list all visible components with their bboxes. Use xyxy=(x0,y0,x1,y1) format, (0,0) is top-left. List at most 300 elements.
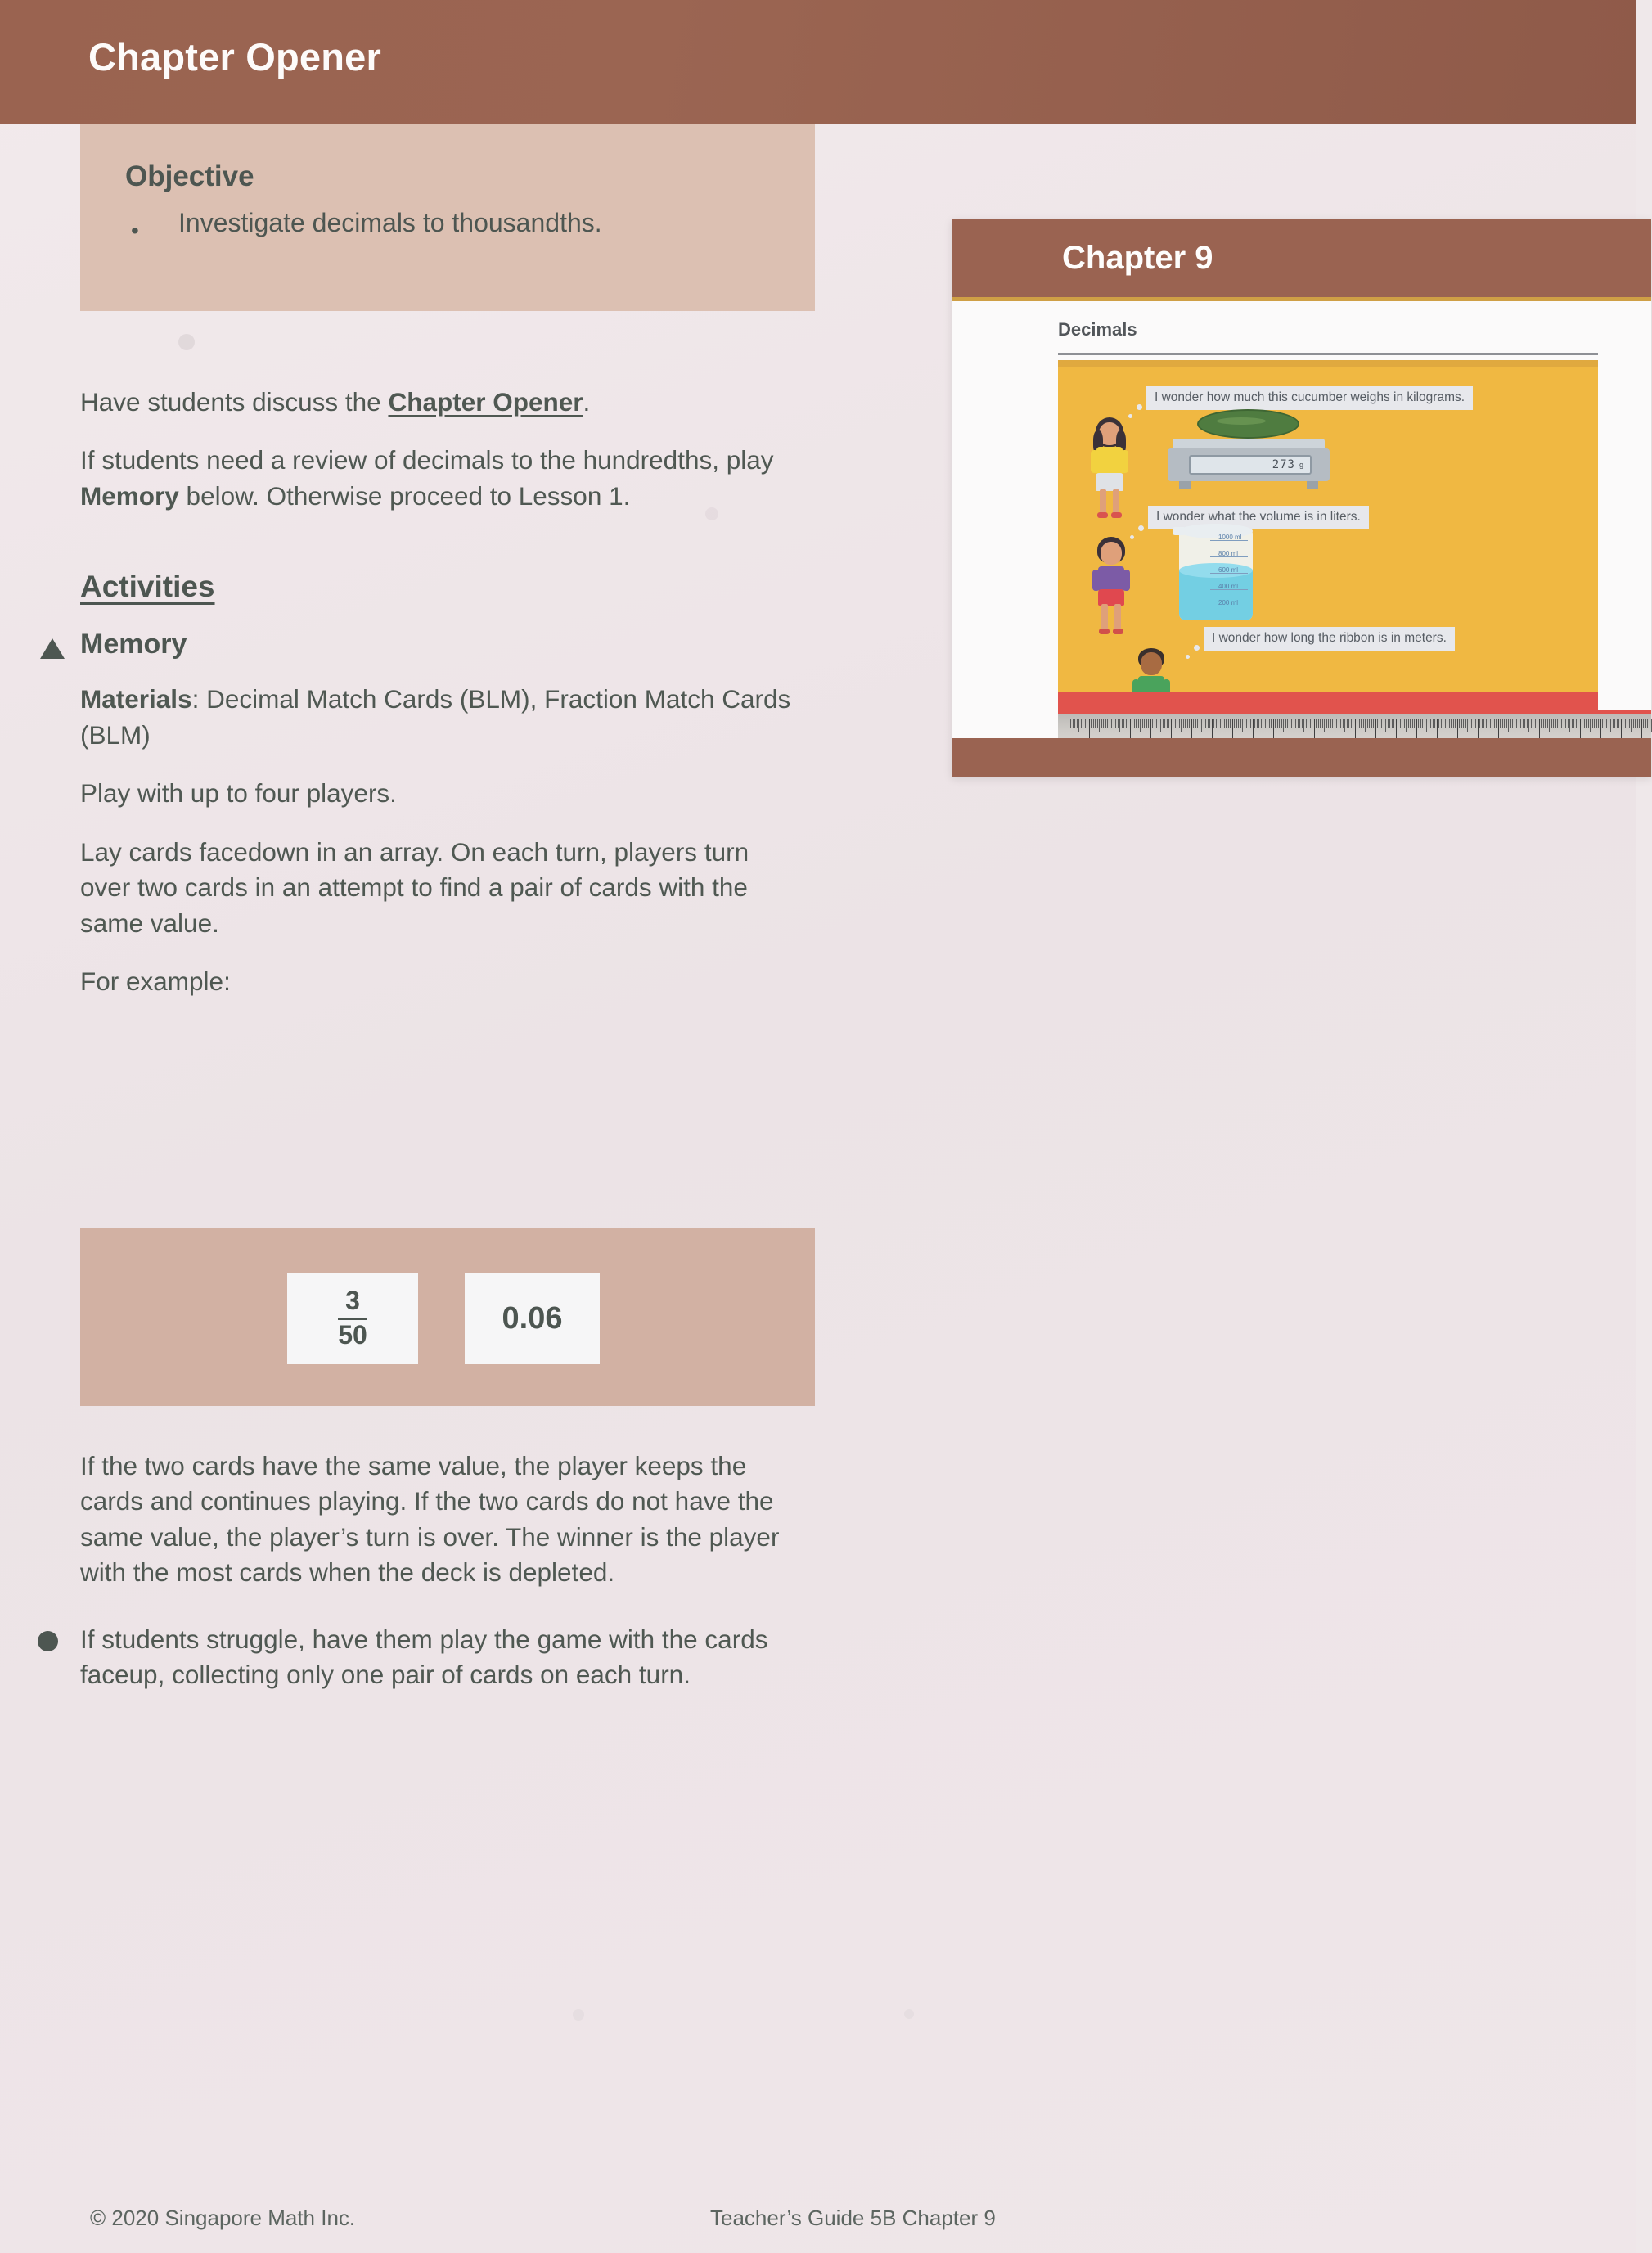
ruler-minor-tick xyxy=(1205,719,1206,728)
ruler-minor-tick xyxy=(1101,719,1102,728)
ruler-minor-tick xyxy=(1277,719,1278,728)
beaker-tick-label: 1000 ml xyxy=(1218,534,1242,541)
ruler-minor-tick xyxy=(1363,719,1364,728)
ruler-minor-tick xyxy=(1183,719,1184,728)
ruler-minor-tick xyxy=(1426,719,1427,732)
ruler-minor-tick xyxy=(1557,719,1558,728)
ruler-minor-tick xyxy=(1496,719,1497,728)
arm-icon xyxy=(1091,450,1098,473)
ruler-minor-tick xyxy=(1330,719,1331,728)
ruler-major-tick xyxy=(1253,719,1254,739)
ruler-minor-tick xyxy=(1573,719,1574,728)
bubble-dot-icon xyxy=(1194,645,1200,651)
ruler-minor-tick xyxy=(1209,719,1210,728)
ruler-minor-tick xyxy=(1275,719,1276,728)
ruler-major-tick xyxy=(1641,719,1642,739)
speech-bubble-cucumber: I wonder how much this cucumber weighs in kilograms. xyxy=(1146,386,1473,410)
ruler-minor-tick xyxy=(1118,719,1119,728)
ruler-minor-tick xyxy=(1216,719,1217,728)
ruler-minor-tick xyxy=(1367,719,1368,728)
ruler-minor-tick xyxy=(1091,719,1092,728)
ruler-minor-tick xyxy=(1095,719,1096,728)
ruler-minor-tick xyxy=(1510,719,1511,728)
ruler-minor-tick xyxy=(1433,719,1434,728)
scale-foot xyxy=(1307,481,1318,489)
objective-item: Investigate decimals to thousandths. xyxy=(178,208,602,237)
fraction-value xyxy=(338,1287,367,1349)
ruler-minor-tick xyxy=(1441,719,1442,728)
ruler-minor-tick xyxy=(1326,719,1327,728)
beaker-tick-label: 800 ml xyxy=(1218,550,1239,557)
ruler-minor-tick xyxy=(1467,719,1468,732)
ruler-minor-tick xyxy=(1523,719,1524,728)
ruler-minor-tick xyxy=(1298,719,1299,728)
ruler-minor-tick xyxy=(1103,719,1104,728)
book-page-header-rule xyxy=(952,297,1651,301)
ruler-minor-tick xyxy=(1238,719,1239,728)
support-note-text: If students struggle, have them play the game with the cards faceup, collecting only one pair of cards on each turn. xyxy=(80,1624,768,1690)
materials-label: Materials xyxy=(80,684,192,714)
ruler-minor-tick xyxy=(1164,719,1165,728)
ruler-minor-tick xyxy=(1606,719,1607,728)
ruler-minor-tick xyxy=(1461,719,1462,728)
ruler-minor-tick xyxy=(1389,719,1390,728)
ruler-minor-tick xyxy=(1647,719,1648,728)
round-bullet-icon xyxy=(38,1631,58,1651)
ruler-major-tick xyxy=(1600,719,1601,739)
ruler-minor-tick xyxy=(1547,719,1548,728)
ruler-minor-tick xyxy=(1512,719,1513,728)
ruler-minor-tick xyxy=(1549,719,1550,732)
ruler-minor-tick xyxy=(1258,719,1259,728)
ruler-minor-tick xyxy=(1111,719,1112,728)
ruler-minor-tick xyxy=(1295,719,1296,728)
ruler-minor-tick xyxy=(1494,719,1495,728)
ruler-minor-tick xyxy=(1236,719,1237,728)
ruler-minor-tick xyxy=(1343,719,1344,728)
ruler-major-tick xyxy=(1580,719,1581,739)
activity-title: Memory xyxy=(80,629,187,660)
shoe-icon xyxy=(1113,629,1123,634)
ruler-minor-tick xyxy=(1598,719,1599,728)
ruler-minor-tick xyxy=(1482,719,1483,728)
ruler-minor-tick xyxy=(1123,719,1124,728)
ruler-minor-tick xyxy=(1261,719,1262,728)
ruler-minor-tick xyxy=(1140,719,1141,732)
triangle-marker-icon xyxy=(40,638,65,659)
ruler-minor-tick xyxy=(1422,719,1423,728)
ruler-minor-tick xyxy=(1359,719,1360,728)
ruler-minor-tick xyxy=(1332,719,1333,728)
shorts-icon xyxy=(1098,589,1124,606)
ruler-minor-tick xyxy=(1543,719,1544,728)
paragraph-rules: If the two cards have the same value, the player keeps the cards and continues playing. If the two cards do not have the same value, the player’s turn is over. The winner is the player with the most cards when the deck is depleted. xyxy=(80,1451,780,1588)
ruler-minor-tick xyxy=(1369,719,1370,728)
ruler-minor-tick xyxy=(1486,719,1487,728)
ruler-minor-tick xyxy=(1635,719,1636,728)
ruler-minor-tick xyxy=(1637,719,1638,728)
ruler-minor-tick xyxy=(1385,719,1386,732)
ruler-minor-tick xyxy=(1348,719,1349,728)
ruler-major-tick xyxy=(1191,719,1192,739)
ruler-minor-tick xyxy=(1479,719,1480,728)
ruler-minor-tick xyxy=(1590,719,1591,732)
ruler-minor-tick xyxy=(1179,719,1180,728)
leg-icon xyxy=(1113,489,1119,514)
ruler-minor-tick xyxy=(1613,719,1614,728)
book-gold-rule xyxy=(1058,360,1598,367)
ruler-minor-tick xyxy=(1459,719,1460,728)
ruler-major-tick xyxy=(1396,719,1397,739)
ruler-minor-tick xyxy=(1234,719,1235,728)
ruler-minor-tick xyxy=(1193,719,1194,728)
ruler-minor-tick xyxy=(1257,719,1258,728)
student-book-page-thumbnail xyxy=(952,219,1651,777)
ruler-minor-tick xyxy=(1246,719,1247,728)
beaker-tick-label: 200 ml xyxy=(1218,599,1239,606)
ruler-minor-tick xyxy=(1306,719,1307,728)
ruler-major-tick xyxy=(1314,719,1315,739)
ruler-minor-tick xyxy=(1361,719,1362,728)
ruler-minor-tick xyxy=(1483,719,1484,728)
ruler-minor-tick xyxy=(1508,719,1509,732)
ruler-minor-tick xyxy=(1471,719,1472,728)
shirt-icon xyxy=(1096,447,1123,475)
ruler-minor-tick xyxy=(1365,719,1366,732)
ruler-minor-tick xyxy=(1506,719,1507,728)
ruler-minor-tick xyxy=(1265,719,1266,728)
ruler-minor-tick xyxy=(1224,719,1225,728)
beaker-spout xyxy=(1173,527,1184,535)
page-header-band xyxy=(0,0,1636,124)
ruler-minor-tick xyxy=(1586,719,1587,728)
ruler-minor-tick xyxy=(1142,719,1143,728)
ruler-minor-tick xyxy=(1122,719,1123,728)
ruler-minor-tick xyxy=(1152,719,1153,728)
ruler-minor-tick xyxy=(1541,719,1542,728)
book-page-header xyxy=(952,219,1651,297)
ruler-minor-tick xyxy=(1099,719,1100,732)
ruler-minor-tick xyxy=(1073,719,1074,728)
paragraph-support-note xyxy=(80,1622,784,1693)
ruler-minor-tick xyxy=(1576,719,1577,728)
ruler-minor-tick xyxy=(1412,719,1413,728)
bullet-icon: • xyxy=(131,218,139,243)
leg-icon xyxy=(1100,489,1106,514)
ruler-minor-tick xyxy=(1393,719,1394,728)
materials-value: : Decimal Match Cards (BLM), Fraction Match Cards (BLM) xyxy=(80,684,791,750)
chapter-illustration xyxy=(1058,367,1598,710)
ruler-minor-tick xyxy=(1156,719,1157,728)
ruler-minor-tick xyxy=(1220,719,1221,728)
red-ribbon xyxy=(1058,692,1598,710)
ruler-minor-tick xyxy=(1250,719,1251,728)
ruler-minor-tick xyxy=(1594,719,1595,728)
ruler-minor-tick xyxy=(1465,719,1466,728)
ruler-minor-tick xyxy=(1285,719,1286,728)
ruler-major-tick xyxy=(1498,719,1499,739)
ruler-minor-tick xyxy=(1269,719,1270,728)
ruler-minor-tick xyxy=(1418,719,1419,728)
ruler-minor-tick xyxy=(1324,719,1325,732)
ruler-minor-tick xyxy=(1322,719,1323,728)
ruler-minor-tick xyxy=(1617,719,1618,728)
ruler-minor-tick xyxy=(1445,719,1446,728)
ruler-major-tick xyxy=(1232,719,1233,739)
p1-pre: Have students discuss the xyxy=(80,387,389,417)
ruler-minor-tick xyxy=(1584,719,1585,728)
chapter-opener-reference: Chapter Opener xyxy=(388,387,583,417)
p2-post: below. Otherwise proceed to Lesson 1. xyxy=(178,480,631,511)
ruler-minor-tick xyxy=(1451,719,1452,728)
ruler-major-tick xyxy=(1212,719,1213,739)
shoe-icon xyxy=(1099,629,1110,634)
p1-post: . xyxy=(583,387,591,417)
scan-blemish xyxy=(904,2009,914,2019)
ruler-minor-tick xyxy=(1643,719,1644,728)
ruler-minor-tick xyxy=(1455,719,1456,728)
book-page-footer-band xyxy=(952,738,1651,777)
ruler-major-tick xyxy=(1457,719,1458,739)
ruler-minor-tick xyxy=(1381,719,1382,728)
paragraph-players: Play with up to four players. xyxy=(80,778,397,809)
scale-display xyxy=(1189,455,1312,475)
speech-bubble-volume: I wonder what the volume is in liters. xyxy=(1148,506,1369,529)
fraction-numerator: 3 xyxy=(345,1286,360,1316)
head-icon xyxy=(1141,652,1162,675)
ruler-minor-tick xyxy=(1568,719,1569,728)
beaker-rim xyxy=(1179,524,1253,538)
ruler-minor-tick xyxy=(1093,719,1094,728)
bubble-dot-icon xyxy=(1137,404,1142,410)
ruler-minor-tick xyxy=(1097,719,1098,728)
shoe-icon xyxy=(1097,512,1108,518)
bubble-dot-icon xyxy=(1138,525,1144,531)
book-subject-title: Decimals xyxy=(1058,319,1137,340)
ruler-minor-tick xyxy=(1299,719,1300,728)
ruler-minor-tick xyxy=(1074,719,1075,728)
ruler-minor-tick xyxy=(1226,719,1227,728)
page-title: Chapter Opener xyxy=(88,35,381,79)
ruler-minor-tick xyxy=(1195,719,1196,728)
ruler-minor-tick xyxy=(1340,719,1341,728)
ruler-minor-tick xyxy=(1629,719,1630,728)
ruler-minor-tick xyxy=(1148,719,1149,728)
ruler-minor-tick xyxy=(1146,719,1147,728)
arm-icon xyxy=(1123,570,1130,591)
ruler-minor-tick xyxy=(1516,719,1517,728)
ruler-ticks xyxy=(1058,714,1651,741)
ruler-minor-tick xyxy=(1347,719,1348,728)
ruler-major-tick xyxy=(1089,719,1090,739)
ruler-minor-tick xyxy=(1404,719,1405,728)
ruler-minor-tick xyxy=(1414,719,1415,728)
paragraph-gameplay: Lay cards facedown in an array. On each turn, players turn over two cards in an attempt to find a pair of cards with the same value. xyxy=(80,836,749,938)
ruler-minor-tick xyxy=(1531,719,1532,728)
leg-icon xyxy=(1114,604,1121,630)
ruler-minor-tick xyxy=(1163,719,1164,728)
ruler-minor-tick xyxy=(1213,719,1214,728)
ruler-major-tick xyxy=(1273,719,1274,739)
decimal-value: 0.06 xyxy=(502,1300,563,1336)
ruler-minor-tick xyxy=(1504,719,1505,728)
ruler-major-tick xyxy=(1539,719,1540,739)
ruler-minor-tick xyxy=(1631,719,1632,732)
activity-memory xyxy=(80,629,808,660)
ruler-minor-tick xyxy=(1136,719,1137,728)
ruler-minor-tick xyxy=(1077,719,1078,728)
ruler-minor-tick xyxy=(1373,719,1374,728)
ruler-minor-tick xyxy=(1287,719,1288,728)
scale-reading: 273 xyxy=(1272,458,1295,471)
ruler-minor-tick xyxy=(1279,719,1280,728)
ruler-minor-tick xyxy=(1336,719,1337,728)
objective-box xyxy=(80,124,815,311)
ruler-minor-tick xyxy=(1408,719,1409,728)
memory-emphasis: Memory xyxy=(80,480,179,511)
student-figure-2 xyxy=(1091,537,1148,643)
paragraph-for-example: For example: xyxy=(80,967,231,997)
ruler-major-tick xyxy=(1437,719,1438,739)
ruler-minor-tick xyxy=(1449,719,1450,728)
paragraph-review xyxy=(80,443,800,514)
ruler-minor-tick xyxy=(1406,719,1407,732)
ruler-minor-tick xyxy=(1085,719,1086,728)
ruler-minor-tick xyxy=(1430,719,1431,728)
ruler-minor-tick xyxy=(1175,719,1176,728)
activities-heading: Activities xyxy=(80,570,215,604)
ruler-minor-tick xyxy=(1633,719,1634,728)
ruler-minor-tick xyxy=(1291,719,1292,728)
paragraph-discuss xyxy=(80,385,800,420)
cucumber-highlight xyxy=(1217,417,1266,425)
ruler-minor-tick xyxy=(1569,719,1570,732)
ruler-minor-tick xyxy=(1168,719,1169,728)
ruler-minor-tick xyxy=(1625,719,1626,728)
scale-unit: g xyxy=(1299,461,1303,469)
ruler-minor-tick xyxy=(1167,719,1168,728)
ruler-major-tick xyxy=(1416,719,1417,739)
ruler-minor-tick xyxy=(1645,719,1646,728)
ruler-major-tick xyxy=(1171,719,1172,739)
ruler-minor-tick xyxy=(1420,719,1421,728)
ruler-minor-tick xyxy=(1392,719,1393,728)
ruler-minor-tick xyxy=(1281,719,1282,728)
ruler-minor-tick xyxy=(1588,719,1589,728)
ruler-minor-tick xyxy=(1388,719,1389,728)
ruler-minor-tick xyxy=(1438,719,1439,728)
p2-pre: If students need a review of decimals to the hundredths, play xyxy=(80,445,774,475)
ruler-major-tick xyxy=(1355,719,1356,739)
ruler-minor-tick xyxy=(1254,719,1255,728)
arm-icon xyxy=(1092,570,1100,591)
ruler-minor-tick xyxy=(1371,719,1372,728)
ruler-minor-tick xyxy=(1400,719,1401,728)
ruler-major-tick xyxy=(1130,719,1131,739)
ruler-major-tick xyxy=(1375,719,1376,739)
ruler-minor-tick xyxy=(1434,719,1435,728)
ruler-minor-tick xyxy=(1328,719,1329,728)
ruler-minor-tick xyxy=(1303,719,1304,732)
ruler-minor-tick xyxy=(1310,719,1311,728)
lesson-text-column-lower xyxy=(80,1449,808,1693)
ruler-minor-tick xyxy=(1551,719,1552,728)
student-figure-1 xyxy=(1089,417,1146,524)
ruler-minor-tick xyxy=(1271,719,1272,728)
scan-blemish xyxy=(573,2009,584,2021)
ruler-minor-tick xyxy=(1524,719,1525,728)
ruler-minor-tick xyxy=(1185,719,1186,728)
ruler-minor-tick xyxy=(1618,719,1619,728)
shoe-icon xyxy=(1111,512,1122,518)
ruler-minor-tick xyxy=(1565,719,1566,728)
book-divider-rule xyxy=(1058,353,1598,355)
ruler-minor-tick xyxy=(1201,719,1202,732)
ruler-minor-tick xyxy=(1528,719,1529,732)
ruler-minor-tick xyxy=(1602,719,1603,728)
fraction-denominator: 50 xyxy=(338,1320,367,1350)
ruler-minor-tick xyxy=(1126,719,1127,728)
footer-book-reference: Teacher’s Guide 5B Chapter 9 xyxy=(710,2206,996,2230)
ruler-minor-tick xyxy=(1520,719,1521,728)
fraction-card xyxy=(287,1273,418,1364)
ruler-minor-tick xyxy=(1320,719,1321,728)
ruler-minor-tick xyxy=(1502,719,1503,728)
ruler-minor-tick xyxy=(1344,719,1345,732)
head-icon xyxy=(1101,542,1122,565)
ruler-minor-tick xyxy=(1070,719,1071,728)
ruler-minor-tick xyxy=(1138,719,1139,728)
ruler-minor-tick xyxy=(1453,719,1454,728)
paragraph-materials xyxy=(80,682,800,753)
ruler-minor-tick xyxy=(1181,719,1182,732)
ruler-minor-tick xyxy=(1115,719,1116,728)
ruler-minor-tick xyxy=(1078,719,1079,732)
scan-blemish xyxy=(178,334,195,350)
objective-heading: Objective xyxy=(125,160,254,192)
ruler-minor-tick xyxy=(1283,719,1284,732)
ruler-minor-tick xyxy=(1610,719,1611,732)
arm-icon xyxy=(1121,450,1128,473)
ruler-minor-tick xyxy=(1463,719,1464,728)
ruler-minor-tick xyxy=(1144,719,1145,728)
ruler-minor-tick xyxy=(1134,719,1135,728)
example-cards-box xyxy=(80,1228,815,1406)
book-chapter-title: Chapter 9 xyxy=(1062,240,1213,276)
beaker-tick-label: 600 ml xyxy=(1218,566,1239,574)
ruler-minor-tick xyxy=(1302,719,1303,728)
scale-foot xyxy=(1179,481,1191,489)
ruler-minor-tick xyxy=(1639,719,1640,728)
ruler-minor-tick xyxy=(1535,719,1536,728)
ruler-minor-tick xyxy=(1545,719,1546,728)
ruler-minor-tick xyxy=(1189,719,1190,728)
ruler-major-tick xyxy=(1478,719,1479,739)
skirt-icon xyxy=(1096,473,1123,491)
lesson-text-column xyxy=(80,385,808,1023)
ruler-minor-tick xyxy=(1230,719,1231,728)
shirt-icon xyxy=(1098,566,1124,591)
ruler-minor-tick xyxy=(1208,719,1209,728)
ruler-minor-tick xyxy=(1081,719,1082,728)
beaker-tick-label: 400 ml xyxy=(1218,583,1239,590)
ruler-minor-tick xyxy=(1410,719,1411,728)
ruler-minor-tick xyxy=(1500,719,1501,728)
ruler-minor-tick xyxy=(1351,719,1352,728)
ruler-major-tick xyxy=(1150,719,1151,739)
ruler-minor-tick xyxy=(1318,719,1319,728)
cucumber-icon xyxy=(1197,409,1299,439)
